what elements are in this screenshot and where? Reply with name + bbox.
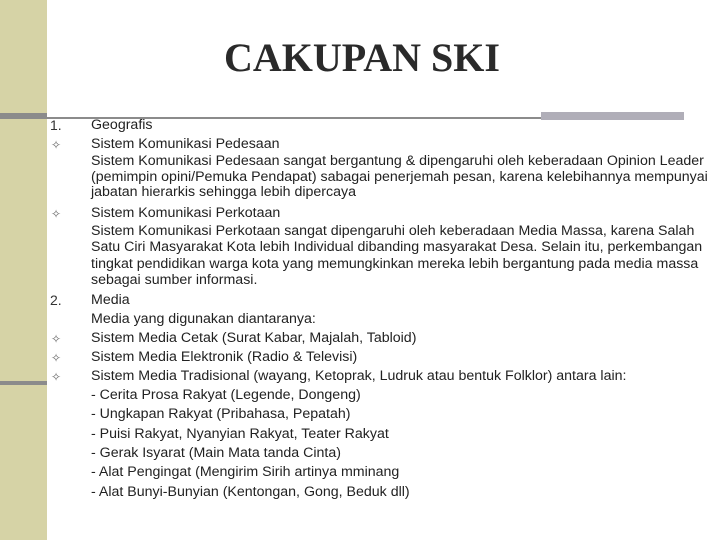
item-media-elektronik: Sistem Media Elektronik (Radio & Televisi) xyxy=(91,349,358,365)
tradisional-item: - Gerak Isyarat (Main Mata tanda Cinta) xyxy=(91,445,341,461)
tradisional-item: - Ungkapan Rakyat (Pribahasa, Pepatah) xyxy=(91,406,351,422)
item-pedesaan-heading: Sistem Komunikasi Pedesaan xyxy=(91,136,280,152)
slide-title: CAKUPAN SKI xyxy=(224,35,500,80)
list-number: 1. xyxy=(50,117,62,133)
item-pedesaan-body: Sistem Komunikasi Pedesaan sangat bergantung & dipengaruhi oleh keberadaan Opinion Leader (pemimpin opini/Pemuka Pendapat) sabagai penerjemah pesan, karena kelebihannya mempunyai jabatan hierarkis sehingga lebih dipercaya xyxy=(91,153,708,200)
diamond-bullet-icon: ✧ xyxy=(51,370,62,384)
tradisional-item: - Alat Pengingat (Mengirim Sirih artinya mminang xyxy=(91,464,400,480)
tradisional-item: - Cerita Prosa Rakyat (Legende, Dongeng) xyxy=(91,387,361,403)
diamond-bullet-icon: ✧ xyxy=(51,351,62,365)
diamond-bullet-icon: ✧ xyxy=(51,332,62,346)
item-perkotaan-body: Sistem Komunikasi Perkotaan sangat dipengaruhi oleh keberadaan Media Massa, karena Salah Satu Ciri Masyarakat Kota lebih Individual dibanding masyarakat Desa. Selain itu, perkembangan tingkat pendidikan warga kota yang memungkinkan mereka lebih bergantung pada media massa sebagai sumber informasi. xyxy=(91,223,703,288)
tradisional-item: - Puisi Rakyat, Nyanyian Rakyat, Teater Rakyat xyxy=(91,426,389,442)
item-media-intro: Media yang digunakan diantaranya: xyxy=(91,311,316,327)
item-media-cetak: Sistem Media Cetak (Surat Kabar, Majalah, Tabloid) xyxy=(91,330,417,346)
item-media: Media xyxy=(91,292,130,308)
list-number: 2. xyxy=(50,292,62,308)
item-media-tradisional: Sistem Media Tradisional (wayang, Ketoprak, Ludruk atau bentuk Folklor) antara lain: xyxy=(91,368,627,384)
item-perkotaan-heading: Sistem Komunikasi Perkotaan xyxy=(91,205,281,221)
tradisional-item: - Alat Bunyi-Bunyian (Kentongan, Gong, Beduk dll) xyxy=(91,484,410,500)
diamond-bullet-icon: ✧ xyxy=(51,138,62,152)
item-geografis: Geografis xyxy=(91,117,153,133)
diamond-bullet-icon: ✧ xyxy=(51,207,62,221)
